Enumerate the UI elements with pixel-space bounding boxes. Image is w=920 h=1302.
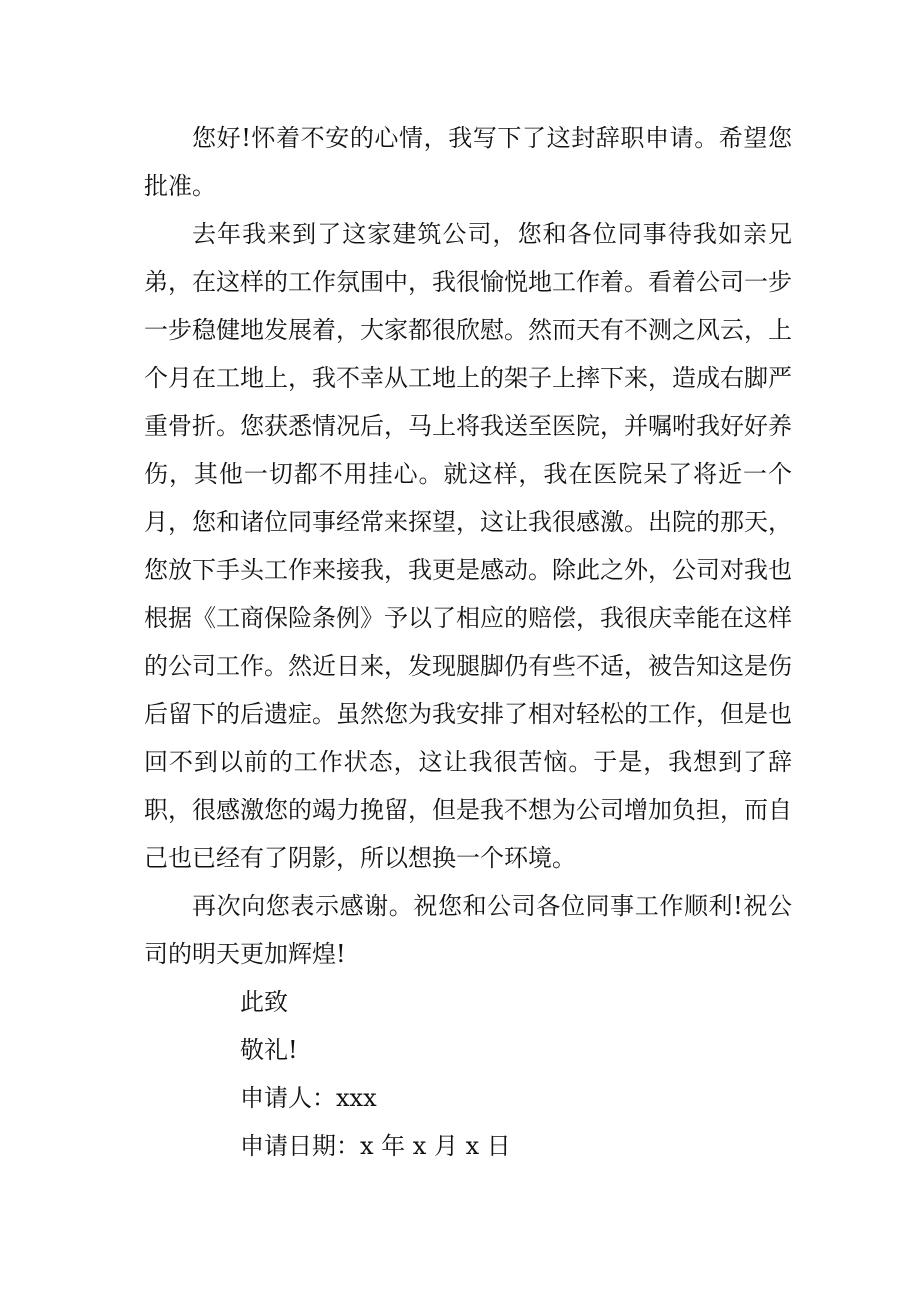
closing-regards: 敬礼! bbox=[240, 1036, 298, 1064]
letter-body bbox=[144, 114, 792, 1170]
body-paragraph: 去年我来到了这家建筑公司，您和各位同事待我如亲兄弟，在这样的工作氛围中，我很愉悦地工作着。看着公司一步一步稳健地发展着，大家都很欣慰。然而天有不测之风云，上个月在工地上，我不幸从工地上的架子上摔下来，造成右脚严重骨折。您获悉情况后，马上将我送至医院，并嘱咐我好好养伤，其他一切都不用挂心。就这样，我在医院呆了将近一个月，您和诸位同事经常来探望，这让我很感激。出院的那天，您放下手头工作来接我，我更是感动。除此之外，公司对我也根据《工商保险条例》予以了相应的赔偿，我很庆幸能在这样的公司工作。然近日来，发现腿脚仍有些不适，被告知这是伤后留下的后遗症。虽然您为我安排了相对轻松的工作，但是也回不到以前的工作状态，这让我很苦恼。于是，我想到了辞职，很感激您的竭力挽留，但是我不想为公司增加负担，而自己也已经有了阴影，所以想换一个环境。 bbox=[144, 220, 792, 872]
applicant-line: 申请人：xxx bbox=[240, 1084, 377, 1112]
application-date-line: 申请日期：x 年 x 月 x 日 bbox=[240, 1132, 511, 1160]
closing-salutation: 此致 bbox=[240, 988, 288, 1016]
letter-closing bbox=[144, 978, 792, 1170]
greeting-paragraph: 您好!怀着不安的心情，我写下了这封辞职申请。希望您批准。 bbox=[144, 124, 792, 200]
thanks-paragraph: 再次向您表示感谢。祝您和公司各位同事工作顺利!祝公司的明天更加辉煌! bbox=[144, 892, 792, 968]
